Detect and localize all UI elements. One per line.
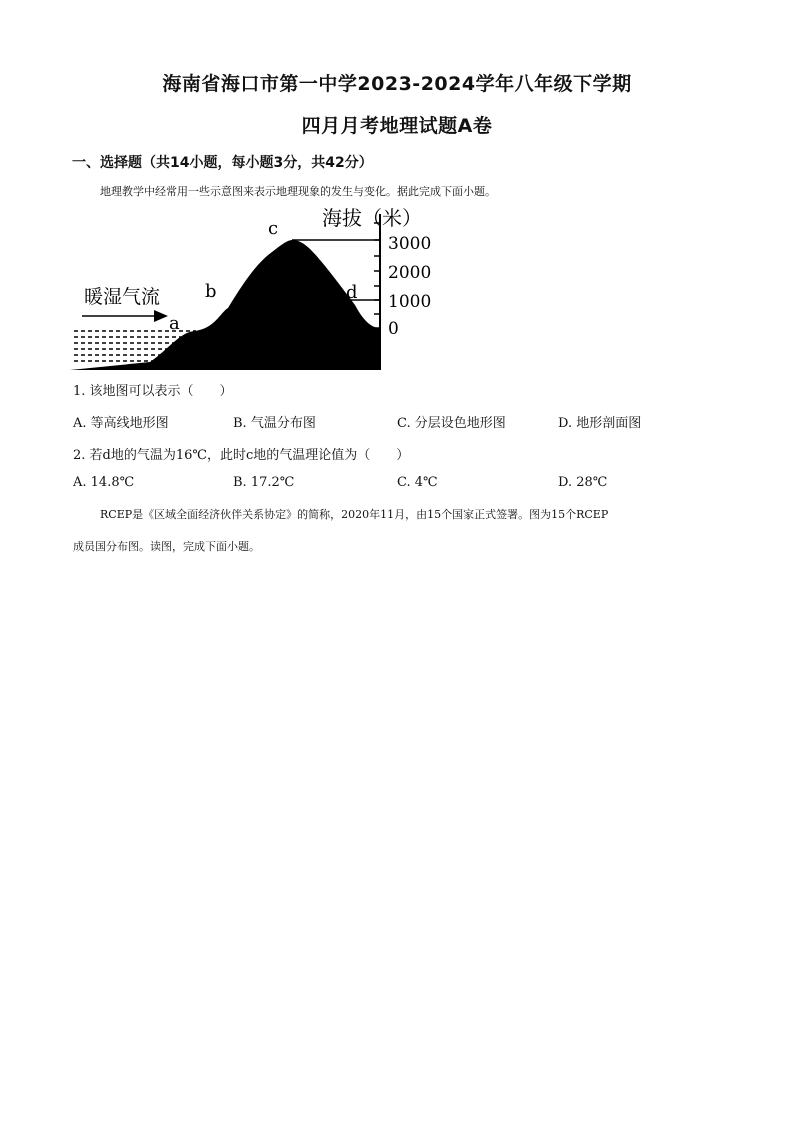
question-1-stem: 1. 该地图可以表示（ ） [73, 384, 233, 399]
axis-title: 海拔（米） [322, 206, 422, 230]
terrain-profile-figure [70, 200, 440, 372]
question-2-option-c[interactable]: C. 4℃ [397, 475, 438, 490]
question-1-option-b[interactable]: B. 气温分布图 [233, 416, 316, 431]
tick-label: 1000 [388, 292, 432, 312]
question-2-option-a[interactable]: A. 14.8℃ [73, 475, 135, 490]
point-label-c: c [268, 218, 279, 239]
point-label-b: b [205, 281, 217, 302]
point-label-d: d [346, 282, 358, 303]
exam-title-line2: 四月月考地理试题A卷 [301, 115, 493, 137]
question-2-stem: 2. 若d地的气温为16℃，此时c地的气温理论值为（ ） [73, 448, 410, 463]
question-1-option-c[interactable]: C. 分层设色地形图 [397, 416, 506, 431]
figure-intro-text: 地理教学中经常用一些示意图来表示地理现象的发生与变化。据此完成下面小题。 [100, 185, 496, 198]
tick-label: 2000 [388, 263, 432, 283]
airflow-label: 暖湿气流 [84, 286, 161, 308]
question-2-option-d[interactable]: D. 28℃ [558, 475, 608, 490]
exam-title-line1: 海南省海口市第一中学2023-2024学年八年级下学期 [162, 73, 632, 95]
tick-label: 3000 [388, 234, 432, 254]
rcep-paragraph-line2: 成员国分布图。读图，完成下面小题。 [73, 540, 260, 553]
airflow-arrow-icon [82, 310, 168, 322]
rcep-paragraph-line1: RCEP是《区域全面经济伙伴关系协定》的简称，2020年11月，由15个国家正式签署。图为15个RCEP [100, 508, 609, 521]
section-title: 一、选择题（共14小题，每小题3分，共42分） [72, 155, 373, 171]
point-label-a: a [169, 313, 180, 334]
question-1-option-a[interactable]: A. 等高线地形图 [73, 416, 169, 431]
tick-label: 0 [388, 319, 399, 339]
question-2-option-b[interactable]: B. 17.2℃ [233, 475, 295, 490]
question-1-option-d[interactable]: D. 地形剖面图 [558, 416, 642, 431]
